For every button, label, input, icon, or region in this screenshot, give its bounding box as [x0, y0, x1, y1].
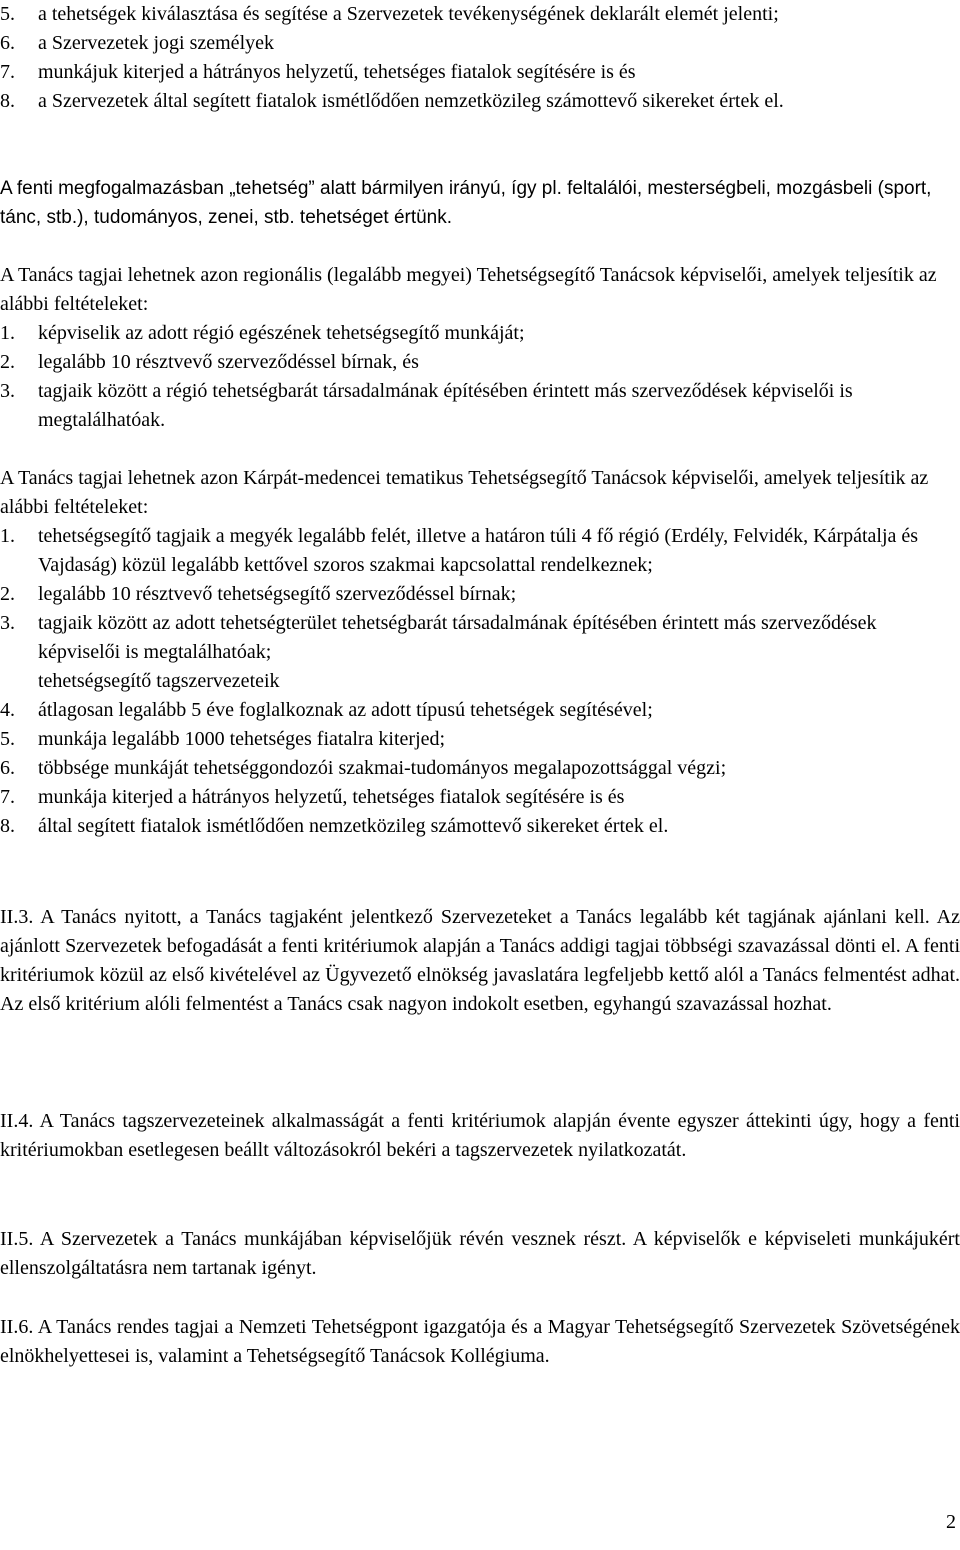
list-item: [0, 725, 960, 754]
regional-intro: A Tanács tagjai lehetnek azon regionális (legalább megyei) Tehetségsegítő Tanácsok képviselői, amelyek teljesítik az alábbi feltételeket:: [0, 264, 937, 315]
section-ii-4: [0, 1107, 960, 1165]
section-ii-5: [0, 1225, 960, 1283]
list-item-text: tehetségsegítő tagjaik a megyék legalább felét, illetve a határon túli 4 fő régió (Erdély, Felvidék, Kárpátalja és Vajdaság) közül legalább kettővel szoros szakmai kapcsolattal rendelkeznek;: [38, 525, 919, 576]
list-item: [0, 754, 960, 783]
section-paragraph: II.5. A Szervezetek a Tanács munkájában képviselőjük révén vesznek részt. A képviselők e képviseleti munkájukért ellenszolgáltatásra nem tartanak igényt.: [0, 1228, 960, 1279]
list-item-number: 3.: [0, 380, 15, 402]
list-item-number: 4.: [0, 699, 15, 721]
list-item-number: 7.: [0, 786, 15, 808]
list-item-number: 8.: [0, 90, 15, 112]
list-item: [0, 696, 960, 725]
section-paragraph: II.3. A Tanács nyitott, a Tanács tagjaként jelentkező Szervezeteket a Tanács legalább két tagjának ajánlani kell. Az ajánlott Szervezetek befogadását a fenti kritériumok alapján a Tanács addigi tagjai többségi szavazással dönti el. A fenti kritériumok közül az első kivételével az Ügyvezető elnökség javaslatára legfeljebb kettő alól a Tanács felmentést adhat. Az első kritérium alóli felmentést a Tanács csak nagyon indokolt esetben, egyhangú szavazással hozhat.: [0, 906, 960, 1015]
carpathian-intro: A Tanács tagjai lehetnek azon Kárpát-medencei tematikus Tehetségsegítő Tanácsok képviselői, amelyek teljesítik az alábbi feltételeket:: [0, 467, 929, 518]
list-item-number: 3.: [0, 612, 15, 634]
criteria-list-continued: [0, 0, 960, 116]
list-item-text: legalább 10 résztvevő szerveződéssel bírnak, és: [38, 351, 419, 373]
list-item: [0, 348, 960, 377]
list-item-text: legalább 10 résztvevő tehetségsegítő szerveződéssel bírnak;: [38, 583, 517, 605]
list-item: [0, 522, 960, 580]
list-item-text: munkájuk kiterjed a hátrányos helyzetű, tehetséges fiatalok segítésére is és: [38, 61, 636, 83]
list-item: [0, 58, 960, 87]
list-item-text: tagjaik között a régió tehetségbarát társadalmának építésében érintett más szerveződések képviselői is megtalálhatóak.: [38, 380, 853, 431]
list-item-text: a Szervezetek jogi személyek: [38, 32, 274, 54]
list-item: [0, 0, 960, 29]
list-item-number: 1.: [0, 525, 15, 547]
list-item-text: képviselik az adott régió egészének tehetségsegítő munkáját;: [38, 322, 525, 344]
list-item: [0, 609, 960, 667]
list-item-number: 1.: [0, 322, 15, 344]
list-item: [0, 580, 960, 609]
list-item-number: 6.: [0, 32, 15, 54]
page-number: 2: [946, 1511, 956, 1533]
list-item-text: munkája kiterjed a hátrányos helyzetű, tehetséges fiatalok segítésére is és: [38, 786, 625, 808]
list-item: [0, 319, 960, 348]
list-item-text: átlagosan legalább 5 éve foglalkoznak az adott típusú tehetségek segítésével;: [38, 699, 653, 721]
list-item: [0, 812, 960, 841]
section-ii-3: [0, 903, 960, 1019]
list-item-text: többsége munkáját tehetséggondozói szakmai-tudományos megalapozottsággal végzi;: [38, 757, 727, 779]
list-item: [0, 783, 960, 812]
list-item-number: 7.: [0, 61, 15, 83]
talent-note-text: A fenti megfogalmazásban „tehetség” alatt bármilyen irányú, így pl. feltalálói, mesterségbeli, mozgásbeli (sport, tánc, stb.), tudományos, zenei, stb. tehetséget értünk.: [0, 178, 932, 228]
carpathian-council-section: [0, 464, 960, 841]
section-paragraph: II.6. A Tanács rendes tagjai a Nemzeti Tehetségpont igazgatója és a Magyar Tehetségsegítő Szervezetek Szövetségének elnökhelyettesei is, valamint a Tehetségsegítő Tanácsok Kollégiuma.: [0, 1316, 960, 1367]
list-item-text: által segített fiatalok ismétlődően nemzetközileg számottevő sikereket értek el.: [38, 815, 669, 837]
list-item-number: 2.: [0, 583, 15, 605]
list-item-text: a Szervezetek által segített fiatalok ismétlődően nemzetközileg számottevő sikereket értek el.: [38, 90, 784, 112]
list-item-number: 8.: [0, 815, 15, 837]
list-item-number: 2.: [0, 351, 15, 373]
list-item-text: munkája legalább 1000 tehetséges fiatalra kiterjed;: [38, 728, 446, 750]
regional-council-section: [0, 261, 960, 435]
list-item-number: 5.: [0, 728, 15, 750]
member-organisations-subheading: tehetségsegítő tagszervezeteik: [38, 670, 280, 692]
list-item-number: 5.: [0, 3, 15, 25]
talent-definition-note: [0, 174, 960, 232]
list-item: [0, 87, 960, 116]
list-item: [0, 29, 960, 58]
list-item-text: tagjaik között az adott tehetségterület tehetségbarát társadalmának építésében érintett más szerveződések képviselői is megtalálhatóak;: [38, 612, 877, 663]
section-ii-6: [0, 1313, 960, 1371]
list-item-text: a tehetségek kiválasztása és segítése a Szervezetek tevékenységének deklarált elemét jelenti;: [38, 3, 779, 25]
section-paragraph: II.4. A Tanács tagszervezeteinek alkalmasságát a fenti kritériumok alapján évente egyszer áttekinti úgy, hogy a fenti kritériumokban esetlegesen beállt változásokról bekéri a tagszervezetek nyilatkozatát.: [0, 1110, 960, 1161]
list-item: [0, 377, 960, 435]
list-item-number: 6.: [0, 757, 15, 779]
